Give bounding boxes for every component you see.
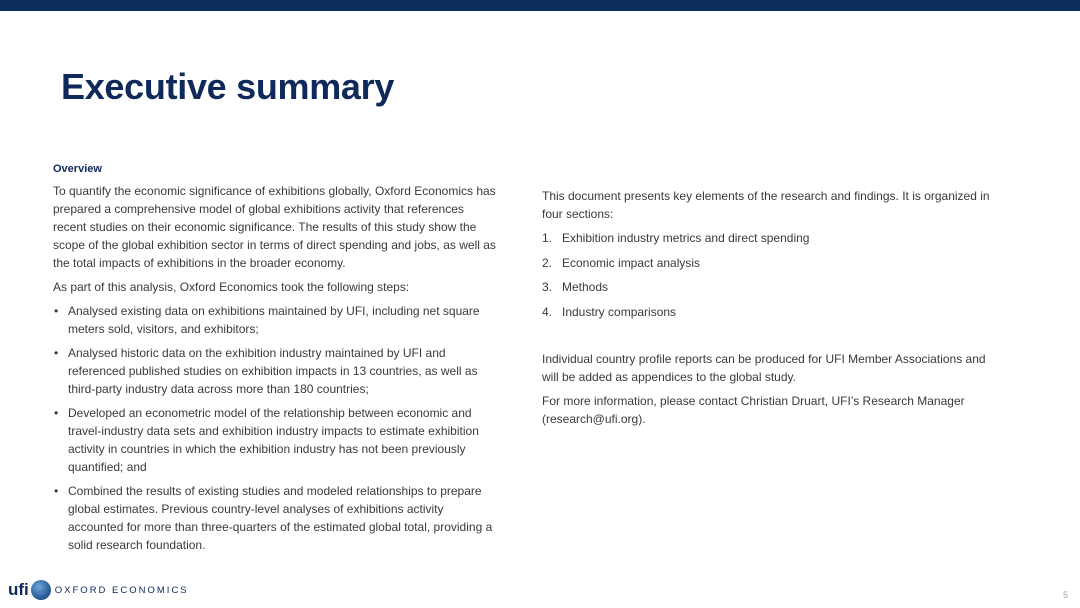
top-brand-bar <box>0 0 1080 11</box>
step-text: Analysed existing data on exhibitions maintained by UFI, including net square meters sold, visitors, and exhibitors; <box>68 304 480 336</box>
section-number: 4. <box>542 304 553 319</box>
section-label: Economic impact analysis <box>562 255 701 270</box>
step-text: Developed an econometric model of the relationship between economic and travel-industry data sets and exhibition industry impacts to estimate exhibition activity in countries in which the exhibition industry has not been previously quantified; and <box>68 406 479 474</box>
structure-intro: This document presents key elements of the research and findings. It is organized in four sections: <box>542 189 990 221</box>
sections-list <box>542 229 1002 321</box>
step-item <box>53 302 498 338</box>
overview-intro: To quantify the economic significance of exhibitions globally, Oxford Economics has prepared a comprehensive model of global exhibitions activity that references recent studies on their economic significance. The results of this study show the scope of the global exhibition sector in terms of direct spending and jobs, as well as the total impacts of exhibitions in the broader economy. <box>53 184 496 270</box>
document-structure-column <box>542 187 1002 434</box>
footer-logos <box>8 575 189 605</box>
section-item <box>542 254 1002 272</box>
section-number: 1. <box>542 231 553 245</box>
step-item <box>53 482 498 554</box>
oxford-economics-logo: OXFORD ECONOMICS <box>54 584 189 596</box>
step-text: Combined the results of existing studies and modeled relationships to prepare global estimates. Previous country-level analyses of exhibitions activity accounted for more than three-quarters of the estimated global total, providing a solid research foundation. <box>68 484 493 552</box>
section-number: 3. <box>542 280 553 294</box>
bullet-icon: • <box>54 484 59 498</box>
bullet-icon: • <box>54 406 59 420</box>
step-item <box>53 344 498 398</box>
section-label: Industry comparisons <box>562 304 677 319</box>
steps-list <box>53 302 498 554</box>
section-number: 2. <box>542 255 553 270</box>
ufi-logo <box>8 580 55 600</box>
contact-note: For more information, please contact Christian Druart, UFI’s Research Manager (research@ufi.org). <box>542 394 965 426</box>
page-number: 5 <box>1062 590 1068 600</box>
section-item <box>542 229 1002 247</box>
country-reports-note: Individual country profile reports can be produced for UFI Member Associations and will be added as appendices to the global study. <box>542 352 986 384</box>
overview-column <box>53 163 498 560</box>
bullet-icon: • <box>54 346 59 360</box>
ufi-logo-text: ufi <box>8 580 29 599</box>
overview-heading: Overview <box>53 163 102 175</box>
steps-intro: As part of this analysis, Oxford Economics took the following steps: <box>53 280 410 294</box>
step-text: Analysed historic data on the exhibition industry maintained by UFI and referenced published studies on exhibition impacts in 13 countries, as well as third-party industry data across more than 180 countries; <box>68 346 478 396</box>
spacer <box>542 327 1002 350</box>
section-label: Exhibition industry metrics and direct spending <box>562 231 810 245</box>
bullet-icon: • <box>54 304 59 318</box>
step-item <box>53 404 498 476</box>
globe-icon <box>31 580 51 600</box>
section-label: Methods <box>562 280 609 294</box>
section-item <box>542 278 1002 296</box>
page-title: Executive summary <box>61 66 395 107</box>
section-item <box>542 303 1002 321</box>
